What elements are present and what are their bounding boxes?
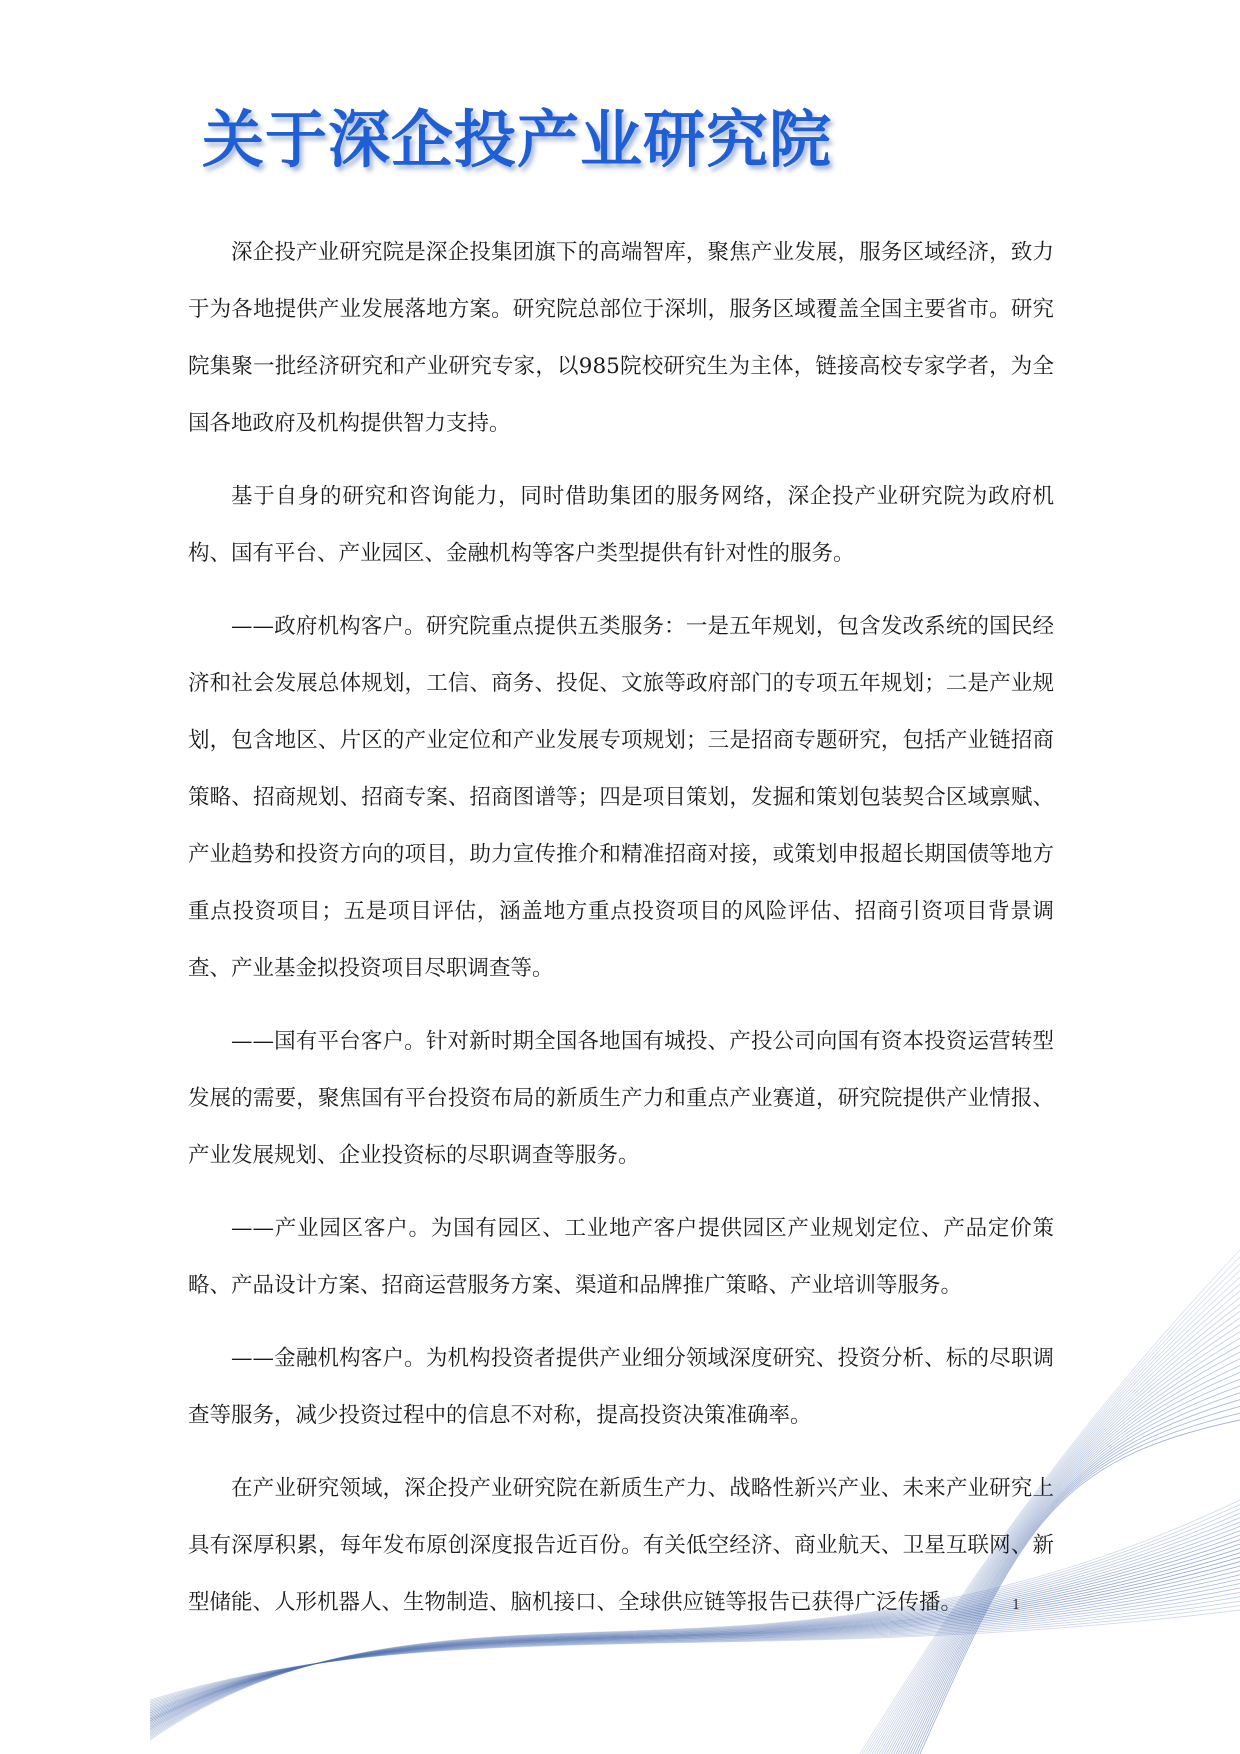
paragraph-services-overview: 基于自身的研究和咨询能力，同时借助集团的服务网络，深企投产业研究院为政府机构、国有平台、产业园区、金融机构等客户类型提供有针对性的服务。 <box>188 484 1054 566</box>
page-number: 1 <box>1012 1598 1021 1613</box>
paragraph-government-clients: ——政府机构客户。研究院重点提供五类服务：一是五年规划，包含发改系统的国民经济和社会发展总体规划，工信、商务、投促、文旅等政府部门的专项五年规划；二是产业规划，包含地区、片区的产业定位和产业发展专项规划；三是招商专题研究，包括产业链招商策略、招商规划、招商专案、招商图谱等；四是项目策划，发掘和策划包装契合区域禀赋、产业趋势和投资方向的项目，助力宣传推介和精准招商对接，或策划申报超长期国债等地方重点投资项目；五是项目评估，涵盖地方重点投资项目的风险评估、招商引资项目背景调查、产业基金拟投资项目尽职调查等。 <box>188 614 1054 981</box>
paragraph-research-achievements: 在产业研究领域，深企投产业研究院在新质生产力、战略性新兴产业、未来产业研究上具有深厚积累，每年发布原创深度报告近百份。有关低空经济、商业航天、卫星互联网、新型储能、人形机器人、生物制造、脑机接口、全球供应链等报告已获得广泛传播。 <box>188 1476 1054 1615</box>
paragraph-intro: 深企投产业研究院是深企投集团旗下的高端智库，聚焦产业发展，服务区域经济，致力于为各地提供产业发展落地方案。研究院总部位于深圳，服务区域覆盖全国主要省市。研究院集聚一批经济研究和产业研究专家，以985院校研究生为主体，链接高校专家学者，为全国各地政府及机构提供智力支持。 <box>188 240 1054 436</box>
document-body <box>188 224 1054 1647</box>
page-title: 关于深企投产业研究院 <box>202 103 833 176</box>
paragraph-financial-clients: ——金融机构客户。为机构投资者提供产业细分领域深度研究、投资分析、标的尽职调查等服务，减少投资过程中的信息不对称，提高投资决策准确率。 <box>188 1346 1054 1428</box>
paragraph-industrial-park-clients: ——产业园区客户。为国有园区、工业地产客户提供园区产业规划定位、产品定价策略、产品设计方案、招商运营服务方案、渠道和品牌推广策略、产业培训等服务。 <box>188 1216 1054 1298</box>
paragraph-state-platform-clients: ——国有平台客户。针对新时期全国各地国有城投、产投公司向国有资本投资运营转型发展的需要，聚焦国有平台投资布局的新质生产力和重点产业赛道，研究院提供产业情报、产业发展规划、企业投资标的尽职调查等服务。 <box>188 1029 1054 1168</box>
